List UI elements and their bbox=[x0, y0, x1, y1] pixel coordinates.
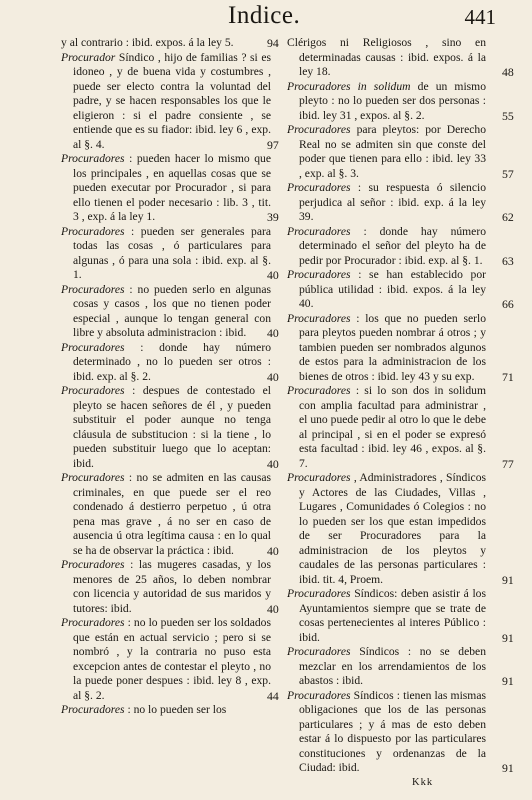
index-entry: Clérigos ni Religiosos , sino en determinadas causas : ibid. expos. á la ley 18. 48 bbox=[287, 36, 514, 79]
entry-text: : no lo pueden ser los soldados que están en actual servicio ; pero si se nombró , y la contraria no puso esta excepcion antes de contestar el pleyto , no la puede poner despues : ibid. ley 8 , exp. al §. 2. bbox=[73, 616, 271, 702]
entry-text: , Administradores , Síndicos y Actores de las Ciudades, Villas , Lugares , Comunidades ó Colegios : no lo pueden ser los que estan impedidos de ser Procuradores para la administracion de los pleytos y caudales de las personas particulares : ibid. tit. 4, Proem. bbox=[299, 471, 486, 586]
index-entry: Procuradores para pleytos: por Derecho Real no se admiten sin que conste del poder que tienen para ello : ibid. ley 33 , exp. al §. 3. 57 bbox=[287, 123, 514, 181]
entry-text: : no pueden serlo en algunas cosas y casos , los que no tienen poder especial , aunque lo tengan general con libre y absoluta administracion : ibid. bbox=[73, 282, 271, 339]
entry-heading: Procurador bbox=[61, 50, 116, 64]
index-entry: Procuradores : se han establecido por pública utilidad : ibid. expos. á la ley 40. 66 bbox=[287, 268, 514, 311]
entry-heading: Procuradores bbox=[287, 384, 351, 397]
entry-heading: Procuradores bbox=[287, 268, 351, 281]
entry-text: : donde hay número determinado , no lo pueden ser otros : ibid. exp. al §. 2. bbox=[73, 340, 271, 383]
entry-heading: Procuradores bbox=[61, 384, 125, 397]
index-entry: Procuradores , Administradores , Síndicos y Actores de las Ciudades, Villas , Lugares , Comunidades ó Colegios : no lo pueden ser los que estan impedidos de ser Procuradores para la administracion de los pleytos y caudales de las personas particulares : ibid. tit. 4, Proem. 91 bbox=[287, 471, 514, 587]
index-entry: y al contrario : ibid. expos. á la ley 5. 94 bbox=[61, 36, 279, 50]
index-entry: Procuradores Síndicos: deben asistir á los Ayuntamientos siempre que se trate de cosas pertenecientes al interes Público : ibid. 91 bbox=[287, 587, 514, 645]
entry-heading: Procuradores bbox=[287, 181, 351, 194]
index-entry: Procuradores : pueden hacer lo mismo que los principales , en aquellas cosas que se pueden executar por Procurador , si para ello tienen el poder necesario : lib. 3 , tit. 3 , exp. á la ley 1. 39 bbox=[61, 152, 279, 224]
page-number: 441 bbox=[464, 5, 496, 29]
entry-text: : si lo son dos in solidum con amplia facultad para administrar , el uno puede pedir al otro lo que le debe al principal , si en el poder se expresó esta facultad : ibid. ley 46 , expos. al §. 7. bbox=[299, 384, 486, 470]
entry-text: : su respuesta ó silencio perjudica al señor : ibid. exp. á la ley 39. bbox=[299, 181, 486, 223]
entry-heading: Procuradores in solidum bbox=[287, 79, 411, 93]
entry-text: y al contrario : ibid. expos. á la ley 5. bbox=[61, 36, 234, 49]
entry-heading: Procuradores bbox=[287, 123, 351, 136]
index-entry: Procuradores : no se admiten en las causas criminales, en que puede ser el reo condenado á destierro perpetuo , ú otra pena mas grave , á no ser en caso de ausencia ú otra legítima causa : en lo qual se ha de observar la práctica : ibid. 40 bbox=[61, 471, 279, 558]
entry-text: : pueden hacer lo mismo que los principales , en aquellas cosas que se pueden executar por Procurador , si para ello tienen el poder necesario : lib. 3 , tit. 3 , exp. á la ley 1. bbox=[73, 152, 271, 223]
entry-text: Síndicos : no se deben mezclar en los arrendamientos de los abastos : ibid. bbox=[299, 645, 486, 687]
index-entry: Procuradores Síndicos : tienen las mismas obligaciones que los de las personas particulares ; y á mas de esto deben estar á lo dispuesto por las particulares constituciones y ordenanzas de la Ciudad: ibid. 91 bbox=[287, 688, 514, 775]
entry-text: Clérigos ni Religiosos , sino en determinadas causas : ibid. expos. á la ley 18. bbox=[287, 36, 486, 78]
entry-heading: Procuradores bbox=[287, 224, 351, 238]
entry-text: Síndicos : tienen las mismas obligaciones que los de las personas particulares ; y á mas de esto deben estar á lo dispuesto por las particulares constituciones y ordenanzas de la Ciudad: ibid. bbox=[299, 688, 486, 774]
entry-text: : pueden ser generales para todas las cosas , ó particulares para algunas , ó para una sola : ibid. exp. al §. 1. bbox=[73, 224, 271, 281]
index-entry: Procuradores : su respuesta ó silencio perjudica al señor : ibid. exp. á la ley 39. 62 bbox=[287, 181, 514, 224]
index-entry: Procuradores Síndicos : no se deben mezclar en los arrendamientos de los abastos : ibid. 91 bbox=[287, 645, 514, 688]
entry-text: para pleytos: por Derecho Real no se admiten sin que conste del poder que tienen para ello : ibid. ley 33 , exp. al §. 3. bbox=[299, 123, 486, 180]
index-entry bbox=[61, 703, 271, 718]
entry-heading: Procuradores bbox=[61, 616, 125, 629]
entry-text: : no lo pueden ser los bbox=[124, 703, 227, 716]
index-entry: Procuradores : donde hay número determinado , no lo pueden ser otros : ibid. exp. al §. 2. 40 bbox=[61, 340, 279, 384]
entry-heading: Procuradores bbox=[61, 224, 125, 238]
entry-heading: Procuradores bbox=[61, 340, 125, 354]
entry-heading: Procuradores bbox=[61, 152, 125, 165]
entry-heading: Procuradores bbox=[287, 587, 351, 600]
right-column bbox=[287, 36, 514, 776]
index-entry: Procurador Síndico , hijo de familias ? si es idoneo , y de buena vida y costumbres , puede ser electo contra la voluntad del padre, y se hacen responsables los que le eligieron : si el padre consiente , se entiende que es su fiador: ibid. ley 6 , exp. al §. 4. 97 bbox=[61, 50, 279, 152]
entry-text: : no se admiten en las causas criminales, en que puede ser el reo condenado á destierro perpetuo , ú otra pena mas grave , á no ser en caso de ausencia ú otra legítima causa : en lo qual se ha de observar la práctica : ibid. bbox=[73, 471, 271, 557]
entry-heading: Procuradores bbox=[287, 645, 351, 658]
index-entry: Procuradores in solidum de un mismo pleyto : no lo pueden ser dos personas : ibid. ley 31 , expos. al §. 2. 55 bbox=[287, 79, 514, 123]
entry-text: Síndicos: deben asistir á los Ayuntamientos siempre que se trate de cosas pertenecientes al interes Público : ibid. bbox=[299, 587, 486, 644]
running-title: Indice. bbox=[228, 2, 301, 29]
entry-heading: Procuradores bbox=[287, 471, 351, 484]
entry-text: Síndico , hijo de familias ? si es idoneo , y de buena vida y costumbres , puede ser electo contra la voluntad del padre, y se hacen responsables los que le eligieron : si el padre consiente , se entiende que es su fiador: ibid. ley 6 , exp. al §. 4. bbox=[73, 50, 271, 151]
index-entry: Procuradores : no lo pueden ser los soldados que están en actual servicio ; pero si se nombró , y la contraria no puso esta excepcion antes de contestar el pleyto , no la puede poner despues : ibid. ley 8 , exp. al §. 2. 44 bbox=[61, 616, 279, 703]
index-entry: Procuradores : no pueden serlo en algunas cosas y casos , los que no tienen poder especial , aunque lo tengan general con libre y absoluta administracion : ibid. 40 bbox=[61, 282, 279, 340]
index-entry: Procuradores : despues de contestado el pleyto se hacen señores de él , y pueden substituir el poder aunque no tenga cláusula de substitucion : si la tiene , lo pueden substituir luego que lo aceptan: ibid. 40 bbox=[61, 384, 279, 471]
index-entry: Procuradores : las mugeres casadas, y los menores de 25 años, lo deben nombrar con licencia y autoridad de sus maridos y tutores: ibid. 40 bbox=[61, 558, 279, 616]
entry-heading: Procuradores bbox=[287, 688, 351, 702]
signature-mark: Kkk bbox=[412, 777, 434, 788]
entry-text: : se han establecido por pública utilidad : ibid. expos. á la ley 40. bbox=[299, 268, 486, 310]
entry-heading: Procuradores bbox=[61, 282, 125, 296]
entry-text: : donde hay número determinado el señor del pleyto ha de pedir por Procurador : ibid. exp. al §. 1. bbox=[299, 224, 486, 267]
index-entry: Procuradores : donde hay número determinado el señor del pleyto ha de pedir por Procurador : ibid. exp. al §. 1. 63 bbox=[287, 224, 514, 268]
page-header bbox=[0, 2, 532, 36]
entry-text: de un mismo pleyto : no lo pueden ser dos personas : ibid. ley 31 , expos. al §. 2. bbox=[299, 79, 486, 122]
index-entry: Procuradores : pueden ser generales para todas las cosas , ó particulares para algunas , ó para una sola : ibid. exp. al §. 1. 40 bbox=[61, 224, 279, 282]
left-column bbox=[61, 36, 279, 718]
entry-text: : despues de contestado el pleyto se hacen señores de él , y pueden substituir el poder aunque no tenga cláusula de substitucion : si la tiene , lo pueden substituir luego que lo aceptan: ibid. bbox=[73, 384, 271, 470]
entry-heading: Procuradores bbox=[61, 471, 125, 484]
entry-text: : los que no pueden serlo para pleytos pueden nombrar á otros ; y tambien pueden ser nombrados algunos de estos para la administracion de los bienes de otros : ibid. ley 43 y su exp. bbox=[299, 311, 486, 383]
entry-heading: Procuradores bbox=[61, 558, 125, 571]
entry-heading: Procuradores bbox=[61, 703, 125, 716]
entry-text: : las mugeres casadas, y los menores de 25 años, lo deben nombrar con licencia y autoridad de sus maridos y tutores: ibid. bbox=[73, 558, 271, 615]
index-entry: Procuradores : si lo son dos in solidum con amplia facultad para administrar , el uno puede pedir al otro lo que le debe al principal , si en el poder se expresó esta facultad : ibid. ley 46 , expos. al §. 7. 77 bbox=[287, 384, 514, 471]
index-entry: Procuradores : los que no pueden serlo para pleytos pueden nombrar á otros ; y tambien pueden ser nombrados algunos de estos para la administracion de los bienes de otros : ibid. ley 43 y su exp. 71 bbox=[287, 311, 514, 384]
entry-heading: Procuradores bbox=[287, 311, 351, 325]
